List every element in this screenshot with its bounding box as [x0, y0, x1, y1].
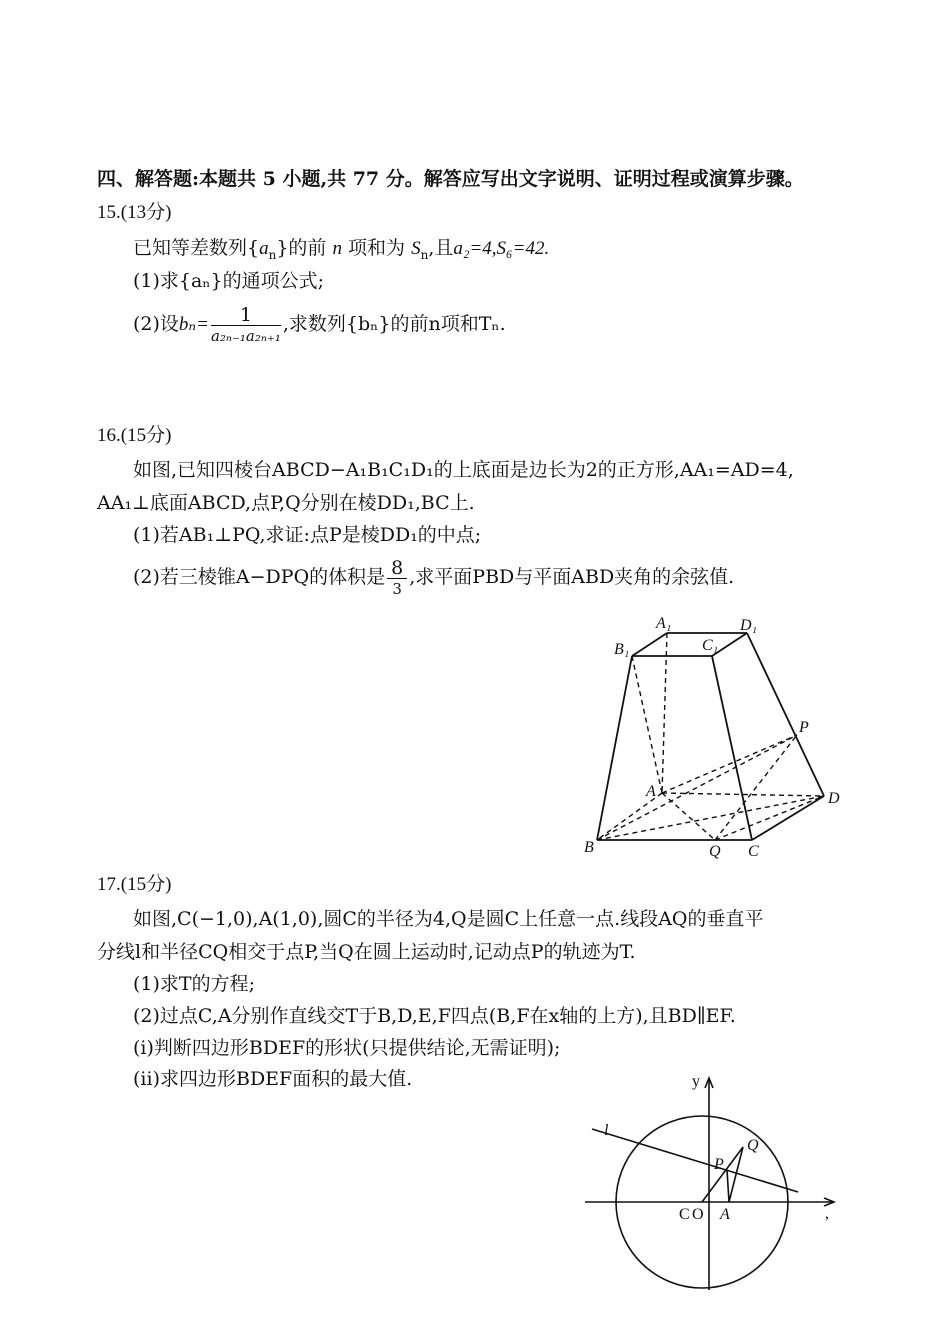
label-P: P — [799, 719, 809, 736]
q15-part2 — [133, 302, 506, 347]
q15-part2-post: ,求数列{bₙ}的前n项和Tₙ. — [282, 313, 506, 335]
segment-PA — [727, 1170, 729, 1202]
q17-sub2: (ii)求四边形BDEF面积的最大值. — [133, 1068, 413, 1090]
q17-line1: 如图,C(−1,0),A(1,0),圆C的半径为4,Q是圆C上任意一点.线段AQ的垂直平 — [133, 908, 764, 930]
q17-line2: 分线l和半径CQ相交于点P,当Q在圆上运动时,记动点P的轨迹为T. — [97, 941, 636, 963]
q16-fraction — [387, 558, 407, 599]
label-B1: B₁ — [614, 641, 630, 658]
q15-part2-lhs: bₙ= — [178, 314, 209, 335]
edge-C1C — [712, 656, 752, 840]
segment-BD-hidden — [597, 796, 824, 840]
q17-sub1: (i)判断四边形BDEF的形状(只提供结论,无需证明); — [133, 1037, 561, 1059]
q16-fraction-num: 8 — [387, 558, 407, 579]
q16-frustum-figure — [570, 608, 850, 868]
q16-title: 16.(15分) — [97, 425, 172, 446]
q17-part2: (2)过点C,A分别作直线交T于B,D,E,F四点(B,F在x轴的上方),且BD∥EF. — [133, 1005, 736, 1027]
q15-stem-mid2: 项和为 — [348, 237, 406, 259]
edge-CD — [752, 796, 824, 840]
label-D: D — [828, 790, 840, 807]
q15-condition: a₂=4,S₆=42. — [453, 238, 550, 259]
q15-part1: (1)求{aₙ}的通项公式; — [133, 270, 325, 292]
label-O: O — [692, 1206, 704, 1223]
q15-title: 15.(13分) — [97, 202, 172, 223]
q17-title: 17.(15分) — [97, 874, 172, 895]
q15-fraction-num: 1 — [211, 305, 281, 326]
q16-line2: AA₁⊥底面ABCD,点P,Q分别在棱DD₁,BC上. — [97, 492, 475, 514]
edge-D1D — [747, 633, 824, 796]
label-A: A — [646, 783, 656, 800]
edge-AB-hidden — [597, 793, 662, 840]
label-y: y — [692, 1073, 700, 1090]
q15-stem: 已知等差数列$\{a_n\}$的前 n 项和为 $S_n$,且a₂=4,S₆=42. — [133, 237, 550, 262]
label-P: P — [714, 1156, 724, 1173]
label-A: A — [720, 1206, 730, 1223]
label-C: C — [679, 1206, 690, 1223]
q15-stem-pre: 已知等差数列{ — [133, 237, 260, 259]
q17-part1: (1)求T的方程; — [133, 973, 255, 995]
segment-AP-hidden — [662, 735, 797, 793]
label-Q: Q — [747, 1137, 759, 1154]
q15-fraction-den: a₂ₙ₋₁a₂ₙ₊₁ — [210, 326, 281, 345]
edge-B1A1 — [632, 633, 667, 656]
label-A1: A₁ — [656, 615, 672, 632]
q15-fraction — [211, 305, 281, 346]
edge-A1A-hidden — [662, 633, 667, 793]
q17-circle-figure — [580, 1068, 850, 1298]
q15-stem-mid1: }的前 — [276, 237, 327, 259]
line-l — [592, 1129, 798, 1192]
q16-part2 — [133, 555, 734, 599]
segment-AQ-hidden — [662, 793, 715, 840]
segment-QP-hidden — [715, 735, 797, 840]
q16-fraction-den: 3 — [392, 579, 402, 598]
label-C1: C₁ — [702, 637, 719, 654]
section-header: 四、解答题:本题共 5 小题,共 77 分。解答应写出文字说明、证明过程或演算步骤。 — [97, 168, 804, 190]
label-l: l — [604, 1122, 609, 1139]
label-Q: Q — [709, 843, 721, 860]
q16-line1: 如图,已知四棱台ABCD−A₁B₁C₁D₁的上底面是边长为2的正方形,AA₁=AD=4, — [133, 459, 794, 481]
q16-part1: (1)若AB₁⊥PQ,求证:点P是棱DD₁的中点; — [133, 524, 482, 546]
label-C: C — [748, 843, 759, 860]
q15-stem-post: ,且 — [428, 237, 454, 259]
q16-part2-pre: (2)若三棱锥A−DPQ的体积是 — [133, 566, 386, 588]
segment-AB1-hidden — [632, 656, 662, 793]
q15-part2-pre: (2)设 — [133, 313, 179, 335]
edge-B1B — [597, 656, 632, 840]
label-D1: D₁ — [740, 617, 758, 634]
q16-part2-post: ,求平面PBD与平面ABD夹角的余弦值. — [409, 566, 735, 588]
label-B: B — [584, 839, 594, 856]
label-x: , — [825, 1205, 829, 1222]
